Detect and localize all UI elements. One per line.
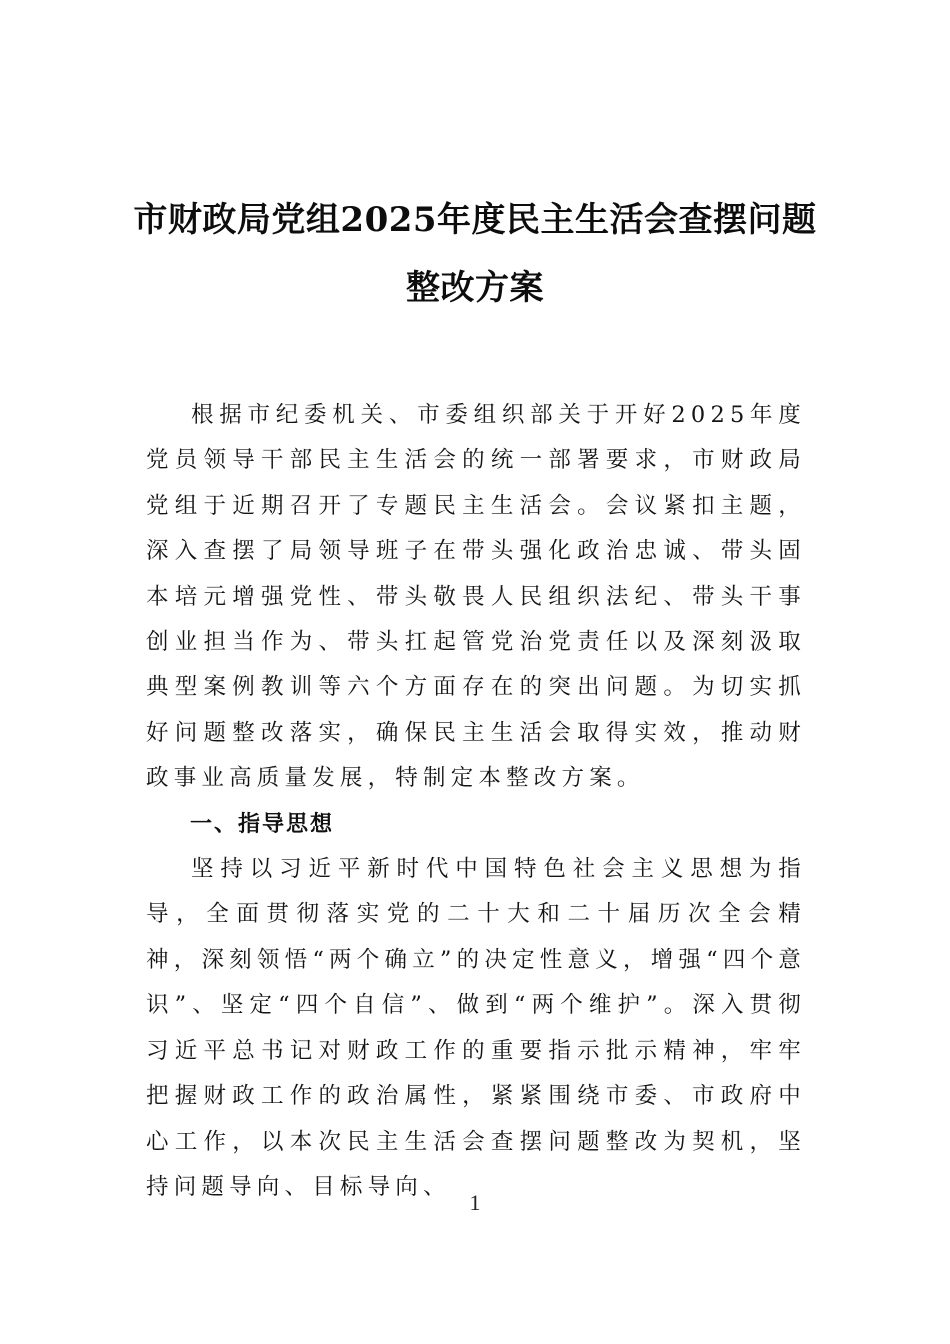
- section-paragraph: 坚持以习近平新时代中国特色社会主义思想为指导，全面贯彻落实党的二十大和二十届历次全会精神，深刻领悟“两个确立”的决定性意义，增强“四个意识”、坚定“四个自信”、做到“两个维护”。深入贯彻习近平总书记对财政工作的重要指示批示精神，牢牢把握财政工作的政治属性，紧紧围绕市委、市政府中心工作，以本次民主生活会查摆问题整改为契机，坚持问题导向、目标导向、: [146, 856, 806, 1200]
- document-title: 市财政局党组2025年度民主生活会查摆问题整改方案: [133, 200, 817, 308]
- intro-paragraph: 根据市纪委机关、市委组织部关于开好2025年度党员领导干部民主生活会的统一部署要求，市财政局党组于近期召开了专题民主生活会。会议紧扣主题，深入查摆了局领导班子在带头强化政治忠诚、带头固本培元增强党性、带头敬畏人民组织法纪、带头干事创业担当作为、带头扛起管党治党责任以及深刻汲取典型案例教训等六个方面存在的突出问题。为切实抓好问题整改落实，确保民主生活会取得实效，推动财政事业高质量发展，特制定本整改方案。: [146, 402, 806, 792]
- page-number: 1: [469, 1190, 481, 1215]
- document-body: [146, 393, 806, 1210]
- section-heading: 一、指导思想: [190, 811, 335, 837]
